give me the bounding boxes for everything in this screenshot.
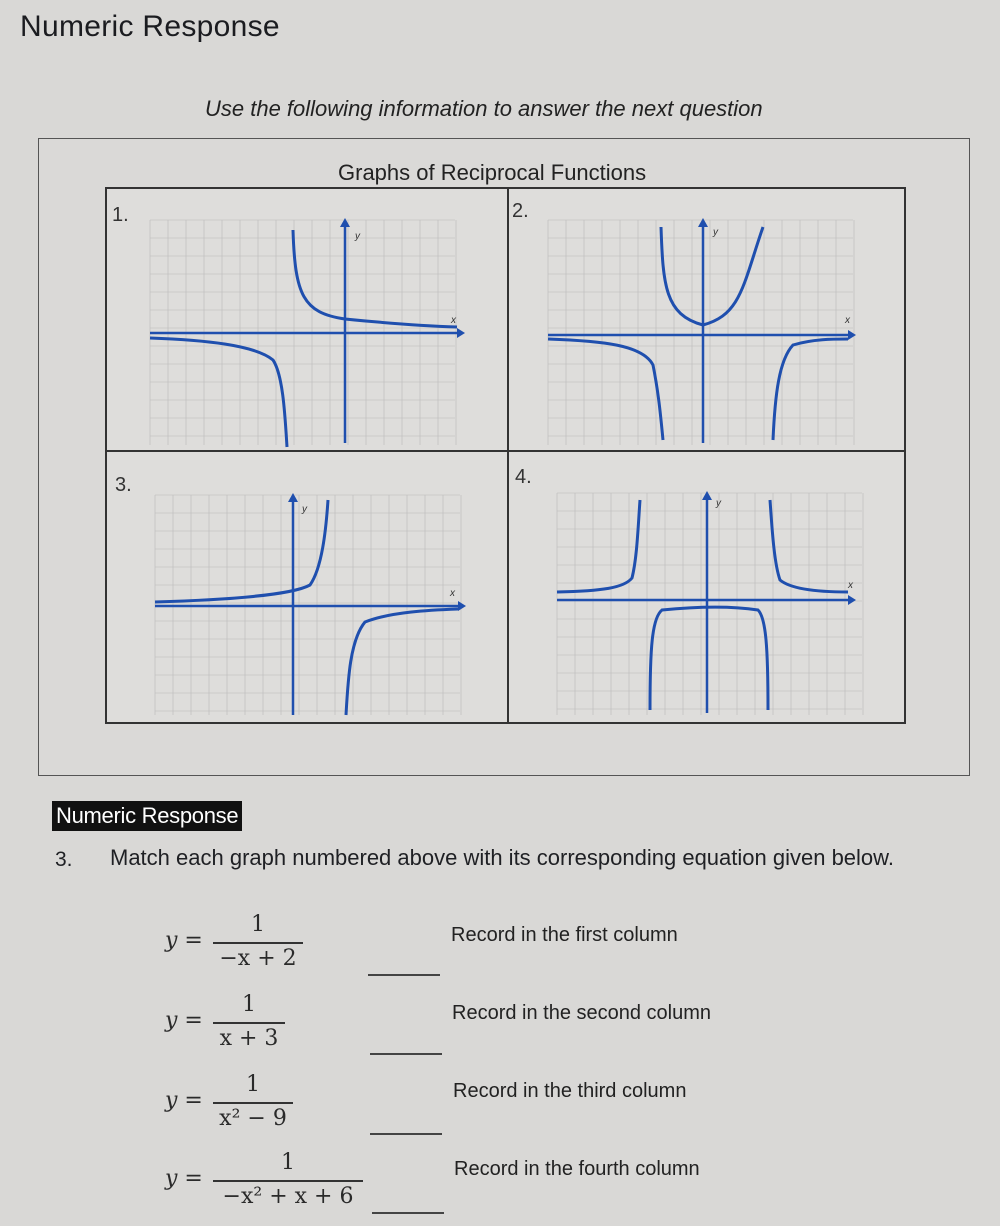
equation-2-fraction-bar xyxy=(213,1022,285,1024)
graph-1 xyxy=(145,215,465,450)
graph-4-branch-left xyxy=(557,500,640,592)
record-instruction-2: Record in the second column xyxy=(452,1002,712,1024)
graph-4-x-label: x xyxy=(848,580,853,591)
grid-divider-vertical xyxy=(507,187,509,722)
page-title: Numeric Response xyxy=(20,10,280,43)
equation-3-fraction-bar xyxy=(213,1102,293,1104)
graph-4-axes xyxy=(557,491,856,713)
equation-1-fraction-bar xyxy=(213,942,303,944)
graph-4 xyxy=(552,488,872,720)
record-instruction-4: Record in the fourth column xyxy=(454,1158,700,1180)
equation-1-numerator: 1 xyxy=(251,912,265,937)
graph-2-label: 2. xyxy=(512,200,529,222)
graph-3 xyxy=(150,490,470,720)
equation-2-denominator: x + 3 xyxy=(219,1026,279,1051)
graph-2-branch-left xyxy=(548,339,663,440)
equation-1-denominator: −x + 2 xyxy=(219,946,297,971)
graph-1-x-label: x xyxy=(451,315,456,326)
graph-1-branch-left xyxy=(150,338,287,447)
equation-1 xyxy=(165,912,315,972)
intro-text: Use the following information to answer the next question xyxy=(205,96,763,121)
equation-2-lhs: y = xyxy=(165,1008,203,1033)
answer-blank-2[interactable] xyxy=(370,1053,442,1055)
record-instruction-3: Record in the third column xyxy=(453,1080,687,1102)
graph-1-branch-right xyxy=(293,230,457,327)
answer-blank-1[interactable] xyxy=(368,974,440,976)
answer-blank-4[interactable] xyxy=(372,1212,444,1214)
equation-3 xyxy=(165,1072,315,1132)
equation-4-denominator: −x² + x + 6 xyxy=(222,1184,354,1209)
graph-4-branch-middle xyxy=(650,607,768,710)
graph-gridlines xyxy=(548,220,854,445)
graph-panel-title: Graphs of Reciprocal Functions xyxy=(338,160,647,185)
graph-3-x-label: x xyxy=(450,588,455,599)
graph-2-y-label: y xyxy=(713,227,718,238)
grid-divider-horizontal xyxy=(105,450,904,452)
equation-1-lhs: y = xyxy=(165,928,203,953)
equation-4-numerator: 1 xyxy=(281,1150,295,1175)
graph-3-branch-left xyxy=(155,500,328,602)
equation-3-denominator: x² − 9 xyxy=(219,1106,287,1131)
graph-4-label: 4. xyxy=(515,466,532,488)
equation-3-numerator: 1 xyxy=(246,1072,260,1097)
graph-1-axes xyxy=(150,218,465,443)
equation-4-lhs: y = xyxy=(165,1166,203,1191)
graph-1-y-label: y xyxy=(355,231,360,242)
numeric-response-badge: Numeric Response xyxy=(52,801,242,831)
graph-3-label: 3. xyxy=(115,474,132,496)
graph-1-label: 1. xyxy=(112,204,129,226)
question-number: 3. xyxy=(55,848,73,871)
equation-2-numerator: 1 xyxy=(242,992,256,1017)
graph-2-branch-right xyxy=(773,339,848,440)
graph-2-axes xyxy=(548,218,856,443)
answer-blank-3[interactable] xyxy=(370,1133,442,1135)
graph-3-y-label: y xyxy=(302,504,307,515)
graph-2-x-label: x xyxy=(845,315,850,326)
equation-3-lhs: y = xyxy=(165,1088,203,1113)
equation-2 xyxy=(165,992,315,1052)
graph-2 xyxy=(543,215,863,450)
graph-3-axes xyxy=(155,493,466,715)
record-instruction-1: Record in the first column xyxy=(451,924,678,946)
graph-gridlines xyxy=(557,493,863,715)
equation-4 xyxy=(165,1150,365,1210)
graph-3-branch-right xyxy=(346,609,458,715)
question-text: Match each graph numbered above with its corresponding equation given below. xyxy=(110,845,894,870)
equation-4-fraction-bar xyxy=(213,1180,363,1182)
graph-4-y-label: y xyxy=(716,498,721,509)
